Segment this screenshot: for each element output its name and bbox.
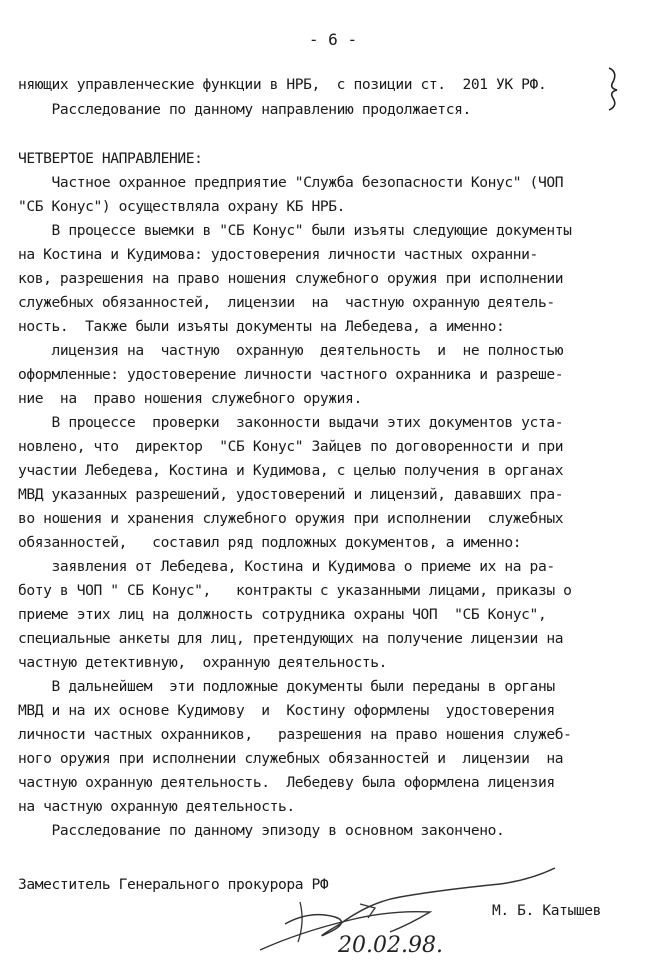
text-line: приеме этих лиц на должность сотрудника охраны ЧОП "СБ Конус", [18,606,547,623]
text-line: ного оружия при исполнении служебных обязанностей и лицензии на [18,750,564,767]
text-line: ков, разрешения на право ношения служебного оружия при исполнении [18,270,564,287]
text-line: ние на право ношения служебного оружия. [18,390,362,407]
text-line: Расследование по данному эпизоду в основном закончено. [18,822,505,839]
text-line: служебных обязанностей, лицензии на частную охранную деятель- [18,294,555,311]
text-line: Частное охранное предприятие "Служба безопасности Конус" (ЧОП [18,174,564,191]
text-line: "СБ Конус") осуществляла охрану КБ НРБ. [18,198,346,215]
text-line: лицензия на частную охранную деятельность и не полностью [18,342,564,359]
signature-title: Заместитель Генерального прокурора РФ [18,876,329,893]
text-line: частную детективную, охранную деятельность. [18,654,387,671]
text-line: на Костина и Кудимова: удостоверения личности частных охранни- [18,246,538,263]
text-line: заявления от Лебедева, Костина и Кудимова о приеме их на ра- [18,558,555,575]
text-line: В дальнейшем эти подложные документы были переданы в органы [18,678,555,695]
text-line: во ношения и хранения служебного оружия при исполнении служебных [18,510,564,527]
signature-date: 20.02.98. [338,933,443,958]
text-line: специальные анкеты для лиц, претендующих на получение лицензии на [18,630,564,647]
text-line: ЧЕТВЕРТОЕ НАПРАВЛЕНИЕ: [18,150,203,167]
text-line: Расследование по данному направлению продолжается. [18,101,471,118]
text-line: оформленные: удостоверение личности частного охранника и разреше- [18,366,564,383]
text-line: обязанностей, составил ряд подложных документов, а именно: [18,534,522,551]
text-line: личности частных охранников, разрешения на право ношения служеб- [18,726,572,743]
text-line: МВД и на их основе Кудимову и Костину оформлены удостоверения [18,702,555,719]
text-line: частную охранную деятельность. Лебедеву была оформлена лицензия [18,774,555,791]
text-line: В процессе проверки законности выдачи этих документов уста- [18,414,564,431]
signature-name: М. Б. Катышев [492,902,602,919]
text-line: В процессе выемки в "СБ Конус" были изъяты следующие документы [18,222,572,239]
text-line: новлено, что директор "СБ Конус" Зайцев по договоренности и при [18,438,564,455]
text-line: ность. Также были изъяты документы на Лебедева, а именно: [18,318,505,335]
handwritten-signature [240,862,560,962]
text-line: няющих управленческие функции в НРБ, с позиции ст. 201 УК РФ. [18,76,547,93]
page-number: - 6 - [308,30,358,49]
text-line: участии Лебедева, Костина и Кудимова, с целью получения в органах [18,462,564,479]
text-line: МВД указанных разрешений, удостоверений и лицензий, дававших пра- [18,486,564,503]
margin-brace-mark [606,66,620,112]
text-line: на частную охранную деятельность. [18,798,295,815]
text-line: боту в ЧОП " СБ Конус", контракты с указанными лицами, приказы о [18,582,572,599]
